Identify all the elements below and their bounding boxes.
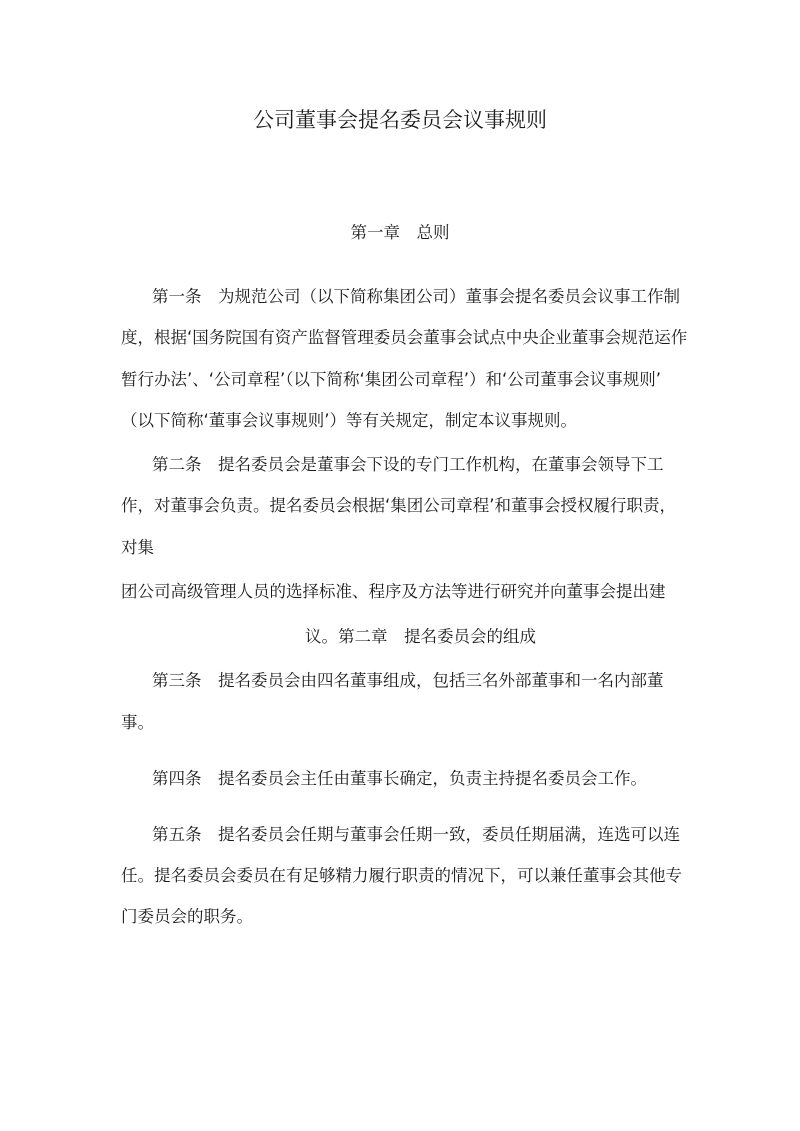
article-line: 第一条 为规范公司（以下简称集团公司）董事会提名委员会议事工作制 xyxy=(152,287,680,306)
article-line: 团公司高级管理人员的选择标准、程序及方法等进行研究并向董事会提出建 xyxy=(121,582,666,601)
article-line: 门委员会的职务。 xyxy=(121,907,253,926)
article-line: 度，根据‘国务院国有资产监督管理委员会董事会试点中央企业董事会规范运作 xyxy=(121,328,688,347)
article-line: 任。提名委员会委员在有足够精力履行职责的情况下，可以兼任董事会其他专 xyxy=(121,866,682,885)
article-line: （以下简称‘董事会议事规则’）等有关规定，制定本议事规则。 xyxy=(121,411,577,430)
chapter-heading: 第一章 总则 xyxy=(350,223,450,242)
article-line: 第二条 提名委员会是董事会下设的专门工作机构，在董事会领导下工 xyxy=(152,455,664,474)
article-line: 暂行办法’、‘公司章程’（以下简称‘集团公司章程’）和‘公司董事会议事规则’ xyxy=(121,370,661,389)
article-line: 第三条 提名委员会由四名董事组成，包括三名外部董事和一名内部董 xyxy=(152,671,664,690)
article-line: 作，对董事会负责。提名委员会根据‘集团公司章程’和董事会授权履行职责， xyxy=(121,496,676,515)
article-line: 第四条 提名委员会主任由董事长确定，负责主持提名委员会工作。 xyxy=(152,769,647,788)
article-line: 第五条 提名委员会任期与董事会任期一致，委员任期届满，连选可以连 xyxy=(152,825,680,844)
chapter-heading: 议。第二章 提名委员会的组成 xyxy=(305,627,536,646)
document-title: 公司董事会提名委员会议事规则 xyxy=(253,108,547,132)
article-line: 对集 xyxy=(121,538,154,557)
article-line: 事。 xyxy=(121,713,154,732)
